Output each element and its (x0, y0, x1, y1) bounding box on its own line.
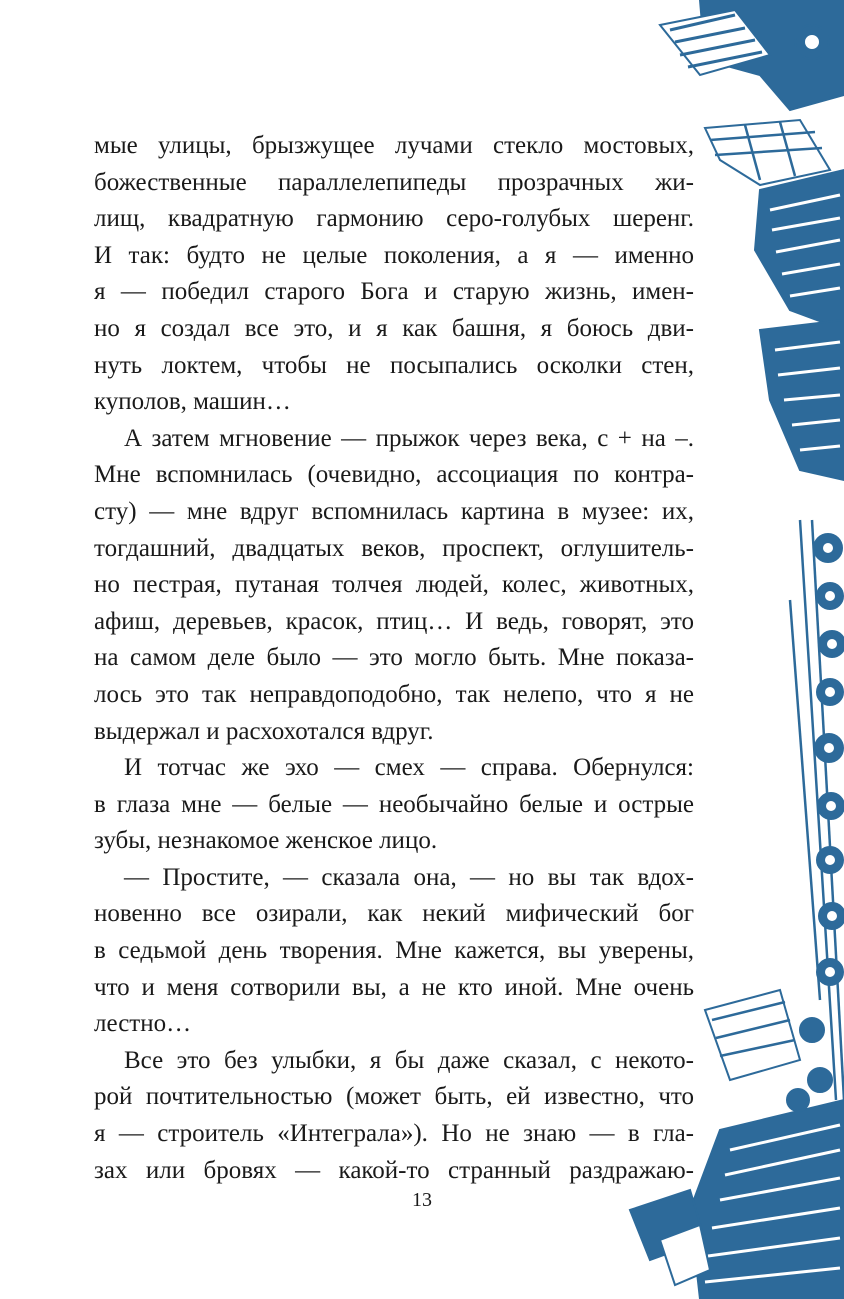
text-line: но пестрая, путаная толчея людей, колес, животных, (94, 571, 694, 599)
text-line: А затем мгновение — прыжок через века, с + на –. (124, 424, 694, 452)
text-line: лось это так неправдоподобно, так нелепо, что я не (94, 680, 694, 708)
text-line: И так: будто не целые поколения, а я — именно (94, 241, 694, 269)
text-line: на самом деле было — это могло быть. Мне показа- (94, 644, 694, 672)
text-line: тогдашний, двадцатых веков, проспект, оглушитель- (94, 534, 694, 562)
text-line: я — строитель «Интеграла»). Но не знаю — в гла- (94, 1120, 694, 1148)
text-line: нуть локтем, чтобы не посыпались осколки стен, (94, 351, 694, 379)
text-line: Мне вспомнилась (очевидно, ассоциация по контра- (94, 461, 694, 489)
text-line: лищ, квадратную гармонию серо-голубых шеренг. (94, 205, 694, 233)
text-line: божественные параллелепипеды прозрачных жи- (94, 168, 694, 196)
text-line: И тотчас же эхо — смех — справа. Обернулся: (124, 754, 694, 782)
text-line: в седьмой день творения. Мне кажется, вы уверены, (94, 937, 694, 965)
text-line: новенно все озирали, как некий мифический бог (94, 900, 694, 928)
text-line: Все это без улыбки, я бы даже сказал, с некото- (124, 1046, 694, 1074)
text-line: лестно… (94, 1010, 192, 1038)
text-line: афиш, деревьев, красок, птиц… И ведь, говорят, это (94, 607, 694, 635)
text-line: зубы, незнакомое женское лицо. (94, 827, 438, 855)
text-line: сту) — мне вдруг вспомнилась картина в музее: их, (94, 497, 694, 525)
text-line: в глаза мне — белые — необычайно белые и острые (94, 790, 694, 818)
text-line: что и меня сотворили вы, а не кто иной. Мне очень (94, 973, 694, 1001)
page-number: 13 (412, 1189, 432, 1211)
body-text (94, 128, 694, 1189)
text-line: я — победил старого Бога и старую жизнь, имен- (94, 278, 694, 306)
text-line: — Простите, — сказала она, — но вы так вдох- (124, 863, 694, 891)
text-line: рой почтительностью (может быть, ей известно, что (94, 1083, 694, 1111)
text-line: мые улицы, брызжущее лучами стекло мостовых, (94, 132, 694, 159)
text-line: но я создал все это, и я как башня, я боюсь дви- (94, 314, 694, 342)
text-line: зах или бровях — какой-то странный раздражаю- (94, 1156, 694, 1184)
text-line: выдержал и расхохотался вдруг. (94, 717, 434, 745)
text-line: куполов, машин… (94, 388, 291, 416)
